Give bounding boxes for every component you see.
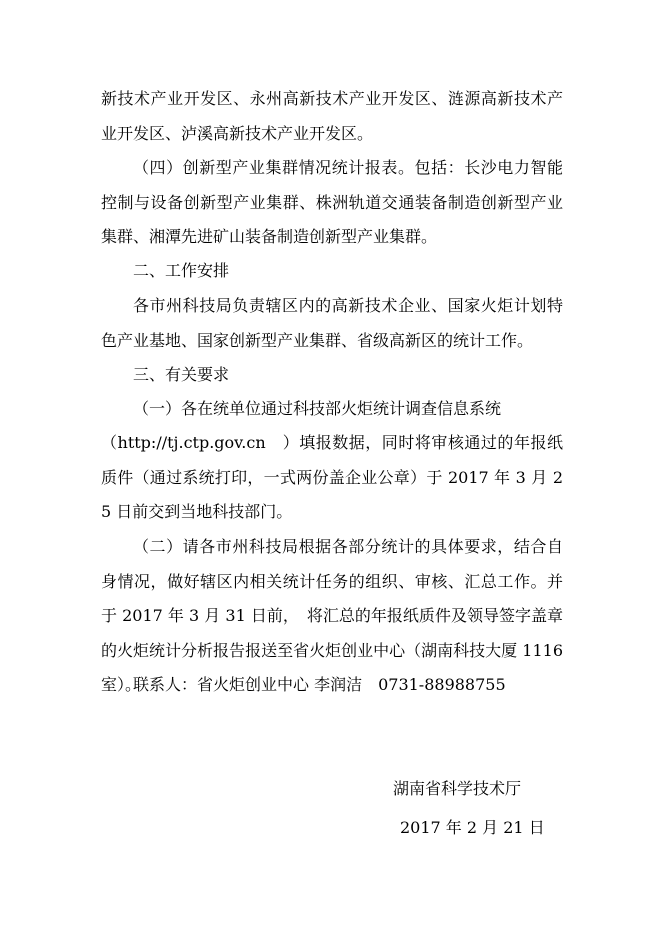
signature-organization: 湖南省科学技术厅 (393, 779, 522, 798)
heading-requirements: 三、有关要求 (133, 365, 230, 384)
paragraph-system-submission: （http://tj.ctp.gov.cn ）填报数据，同时将审核通过的年报纸质件（通过系统打印，一式两份盖企业公章）于 2017 年 3 月 25 日前交到当地科技部门。 (101, 433, 563, 521)
paragraph-industry-clusters: （四）创新型产业集群情况统计报表。包括：长沙电力智能控制与设备创新型产业集群、株洲轨道交通装备制造创新型产业集群、湘潭先进矿山装备制造创新型产业集群。 (101, 158, 563, 246)
paragraph-dev-zones: 新技术产业开发区、永州高新技术产业开发区、涟源高新技术产业开发区、泸溪高新技术产业开发区。 (101, 89, 563, 143)
heading-work-arrangement: 二、工作安排 (133, 261, 230, 280)
contact-line: 联系人：省火炬创业中心 李润洁 0731-88988755 (133, 675, 506, 694)
signature-date: 2017 年 2 月 21 日 (400, 818, 545, 837)
paragraph-report-deadline: （二）请各市州科技局根据各部分统计的具体要求，结合自身情况，做好辖区内相关统计任务的组织、审核、汇总工作。并于 2017 年 3 月 31 日前， 将汇总的年报纸质件及领导签字盖章的火炬统计分析报告报送至省火炬创业中心（湖南科技大厦 1116 室）。 (101, 537, 563, 694)
paragraph-system-submission-first-line: （一）各在统单位通过科技部火炬统计调查信息系统 (133, 399, 502, 418)
paragraph-statistics-duty: 各市州科技局负责辖区内的高新技术企业、国家火炬计划特色产业基地、国家创新型产业集群、省级高新区的统计工作。 (101, 296, 563, 350)
